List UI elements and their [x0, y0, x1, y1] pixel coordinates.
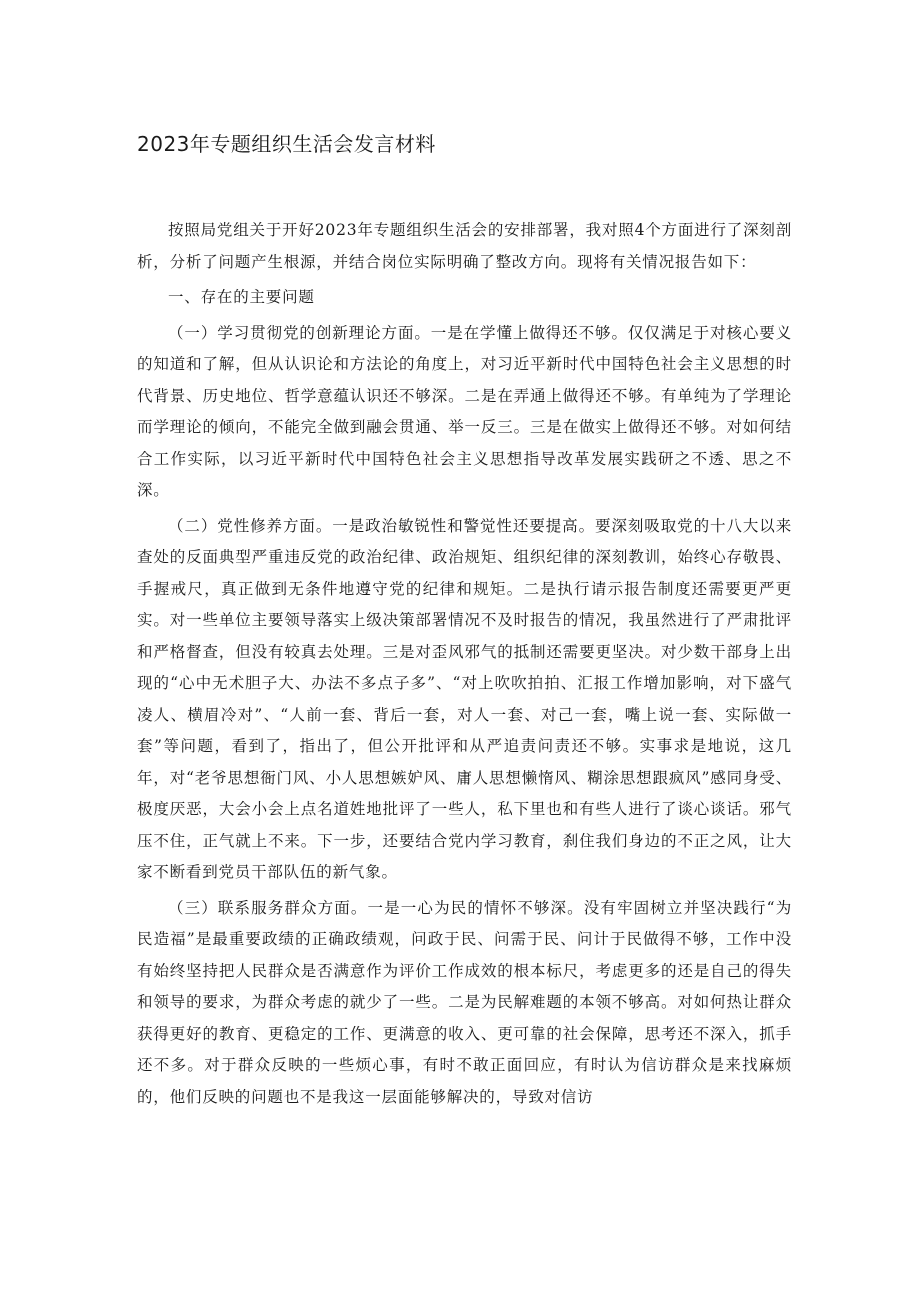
- document-body: [137, 215, 792, 1113]
- document-title: 2023年专题组织生活会发言材料: [137, 132, 436, 156]
- section-heading: 一、存在的主要问题: [168, 288, 315, 306]
- paragraph-theory-study: （一）学习贯彻党的创新理论方面。一是在学懂上做得还不够。仅仅满足于对核心要义的知道和了解，但从认识论和方法论的角度上，对习近平新时代中国特色社会主义思想的时代背景、历史地位、哲学意蕴认识还不够深。二是在弄通上做得还不够。有单纯为了学理论而学理论的倾向，不能完全做到融会贯通、举一反三。三是在做实上做得还不够。对如何结合工作实际，以习近平新时代中国特色社会主义思想指导改革发展实践研之不透、思之不深。: [137, 323, 792, 499]
- paragraph-party-spirit: （二）党性修养方面。一是政治敏锐性和警觉性还要提高。要深刻吸取党的十八大以来查处的反面典型严重违反党的政治纪律、政治规矩、组织纪律的深刻教训，始终心存敬畏、手握戒尺，真正做到无条件地遵守党的纪律和规矩。二是执行请示报告制度还需要更严更实。对一些单位主要领导落实上级决策部署情况不及时报告的情况，我虽然进行了严肃批评和严格督查，但没有较真去处理。三是对歪风邪气的抵制还需要更坚决。对少数干部身上出现的“心中无术胆子大、办法不多点子多”、“对上吹吹拍拍、汇报工作增加影响，对下盛气凌人、横眉冷对”、“人前一套、背后一套，对人一套、对己一套，嘴上说一套、实际做一套”等问题，看到了，指出了，但公开批评和从严追责问责还不够。实事求是地说，这几年，对“老爷思想衙门风、小人思想嫉妒风、庸人思想懒惰风、糊涂思想跟疯风”感同身受、极度厌恶，大会小会上点名道姓地批评了一些人，私下里也和有些人进行了谈心谈话。邪气压不住，正气就上不来。下一步，还要结合党内学习教育，刹住我们身边的不正之风，让大家不断看到党员干部队伍的新气象。: [137, 516, 792, 881]
- intro-paragraph: 按照局党组关于开好2023年专题组织生活会的安排部署，我对照4个方面进行了深刻剖析，分析了问题产生根源，并结合岗位实际明确了整改方向。现将有关情况报告如下：: [137, 221, 792, 271]
- paragraph-serving-masses: （三）联系服务群众方面。一是一心为民的情怀不够深。没有牢固树立并坚决践行“为民造福”是最重要政绩的正确政绩观，问政于民、问需于民、问计于民做得不够，工作中没有始终坚持把人民群众是否满意作为评价工作成效的根本标尺，考虑更多的还是自己的得失和领导的要求，为群众考虑的就少了一些。二是为民解难题的本领不够高。对如何热让群众获得更好的教育、更稳定的工作、更满意的收入、更可靠的社会保障，思考还不深入，抓手还不多。对于群众反映的一些烦心事，有时不敢正面回应，有时认为信访群众是来找麻烦的，他们反映的问题也不是我这一层面能够解决的，导致对信访: [137, 898, 792, 1106]
